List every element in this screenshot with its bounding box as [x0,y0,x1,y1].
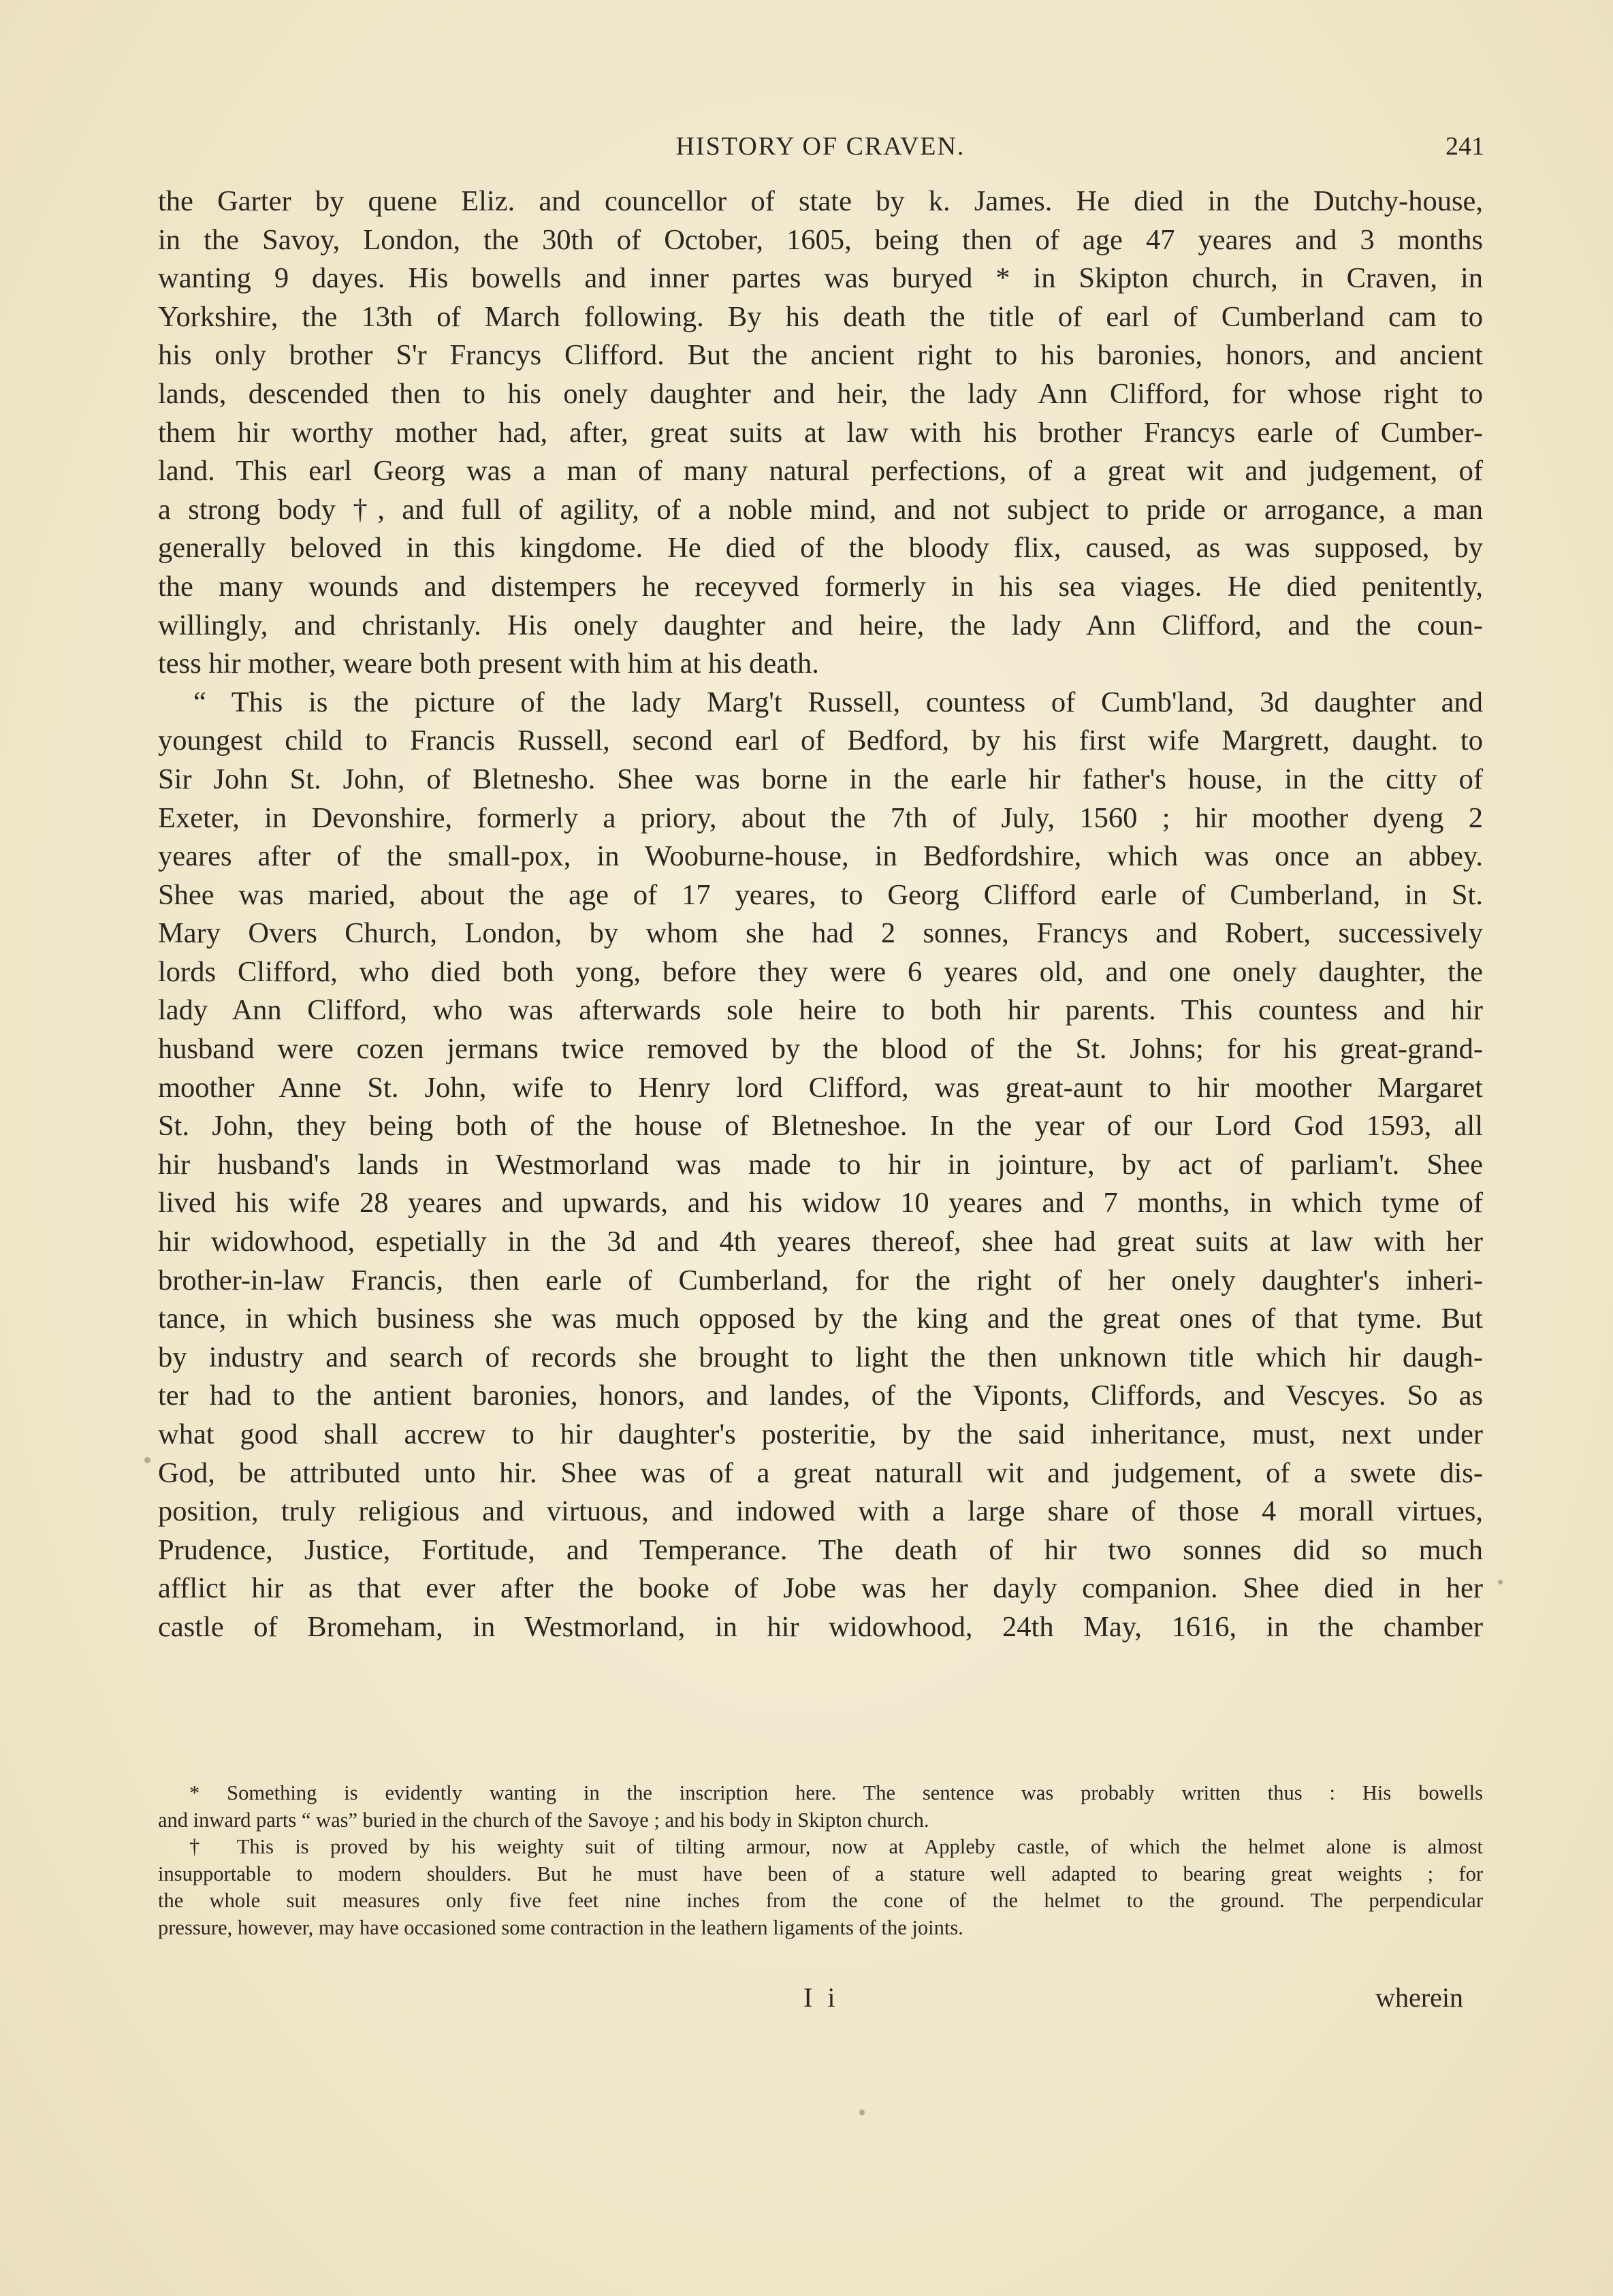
body-line: youngest child to Francis Russell, second earl of Bedford, by his first wife Margrett, daught. to [158,724,1483,757]
body-line: his only brother S'r Francys Clifford. But the ancient right to his baronies, honors, and ancient [158,339,1483,372]
footnote-line: * Something is evidently wanting in the inscription here. The sentence was probably written thus : His bowells [189,1781,1483,1804]
body-line: lords Clifford, who died both yong, before they were 6 yeares old, and one onely daughter, the [158,955,1483,988]
footnote-line: insupportable to modern shoulders. But he must have been of a stature well adapted to bearing great weights ; for [158,1862,1483,1885]
body-line: lands, descended then to his onely daughter and heir, the lady Ann Clifford, for whose right to [158,377,1483,410]
body-line: Shee was maried, about the age of 17 yeares, to Georg Clifford earle of Cumberland, in St. [158,878,1483,911]
body-line: castle of Bromeham, in Westmorland, in hir widowhood, 24th May, 1616, in the chamber [158,1610,1483,1643]
paper-speck [144,1457,150,1463]
body-line: hir widowhood, espetially in the 3d and 4th yeares thereof, shee had great suits at law with her [158,1226,1483,1258]
footnote-line: † This is proved by his weighty suit of tilting armour, now at Appleby castle, of which the helmet alone is almost [189,1835,1483,1858]
body-line: generally beloved in this kingdome. He died of the bloody flix, caused, as was supposed, by [158,532,1483,564]
footnote-line: the whole suit measures only five feet nine inches from the cone of the helmet to the ground. The perpendicular [158,1889,1483,1912]
footnote-line: and inward parts “ was” buried in the church of the Savoye ; and his body in Skipton church. [158,1808,929,1832]
body-line: Yorkshire, the 13th of March following. By his death the title of earl of Cumberland cam to [158,300,1483,333]
body-line: wanting 9 dayes. His bowells and inner partes was buryed * in Skipton church, in Craven, in [158,262,1483,295]
body-line: Prudence, Justice, Fortitude, and Temperance. The death of hir two sonnes did so much [158,1533,1483,1566]
body-line: ter had to the antient baronies, honors, and landes, of the Viponts, Cliffords, and Vescyes. So as [158,1380,1483,1412]
page-number: 241 [1446,132,1484,161]
body-line: in the Savoy, London, the 30th of October, 1605, being then of age 47 yeares and 3 months [158,223,1483,256]
body-line: position, truly religious and virtuous, and indowed with a large share of those 4 morall virtues, [158,1495,1483,1528]
running-title: HISTORY OF CRAVEN. [675,132,965,161]
body-line: what good shall accrew to hir daughter's posteritie, by the said inheritance, must, next under [158,1418,1483,1450]
body-line: tance, in which business she was much opposed by the king and the great ones of that tyme. But [158,1303,1483,1335]
body-line: by industry and search of records she brought to light the then unknown title which hir daugh- [158,1341,1483,1373]
paper-speck [1498,1580,1503,1584]
running-head [157,129,1484,163]
body-line: brother-in-law Francis, then earle of Cumberland, for the right of her onely daughter's inheri- [158,1264,1483,1296]
catchword: wherein [1375,1982,1463,2013]
body-line: a strong body †, and full of agility, of a noble mind, and not subject to pride or arrogance, a man [158,493,1483,526]
body-line: husband were cozen jermans twice removed by the blood of the St. Johns; for his great-grand- [158,1033,1483,1066]
footnotes [158,1780,1483,1941]
paper-speck [859,2109,865,2116]
body-line: the Garter by quene Eliz. and councellor of state by k. James. He died in the Dutchy-house, [158,185,1483,217]
body-line: land. This earl Georg was a man of many natural perfections, of a great wit and judgement, of [158,455,1483,488]
body-line: the many wounds and distempers he receyved formerly in his sea viages. He died penitently, [158,570,1483,603]
body-line: yeares after of the small-pox, in Wooburne-house, in Bedfordshire, which was once an abbey. [158,840,1483,873]
body-line: them hir worthy mother had, after, great suits at law with his brother Francys earle of Cumber- [158,416,1483,449]
body-line: tess hir mother, weare both present with him at his death. [158,648,819,680]
body-line: Mary Overs Church, London, by whom she had 2 sonnes, Francys and Robert, successively [158,917,1483,950]
body-line: afflict hir as that ever after the booke of Jobe was her dayly companion. Shee died in her [158,1572,1483,1605]
footnote-line: pressure, however, may have occasioned some contraction in the leathern ligaments of the joints. [158,1915,963,1939]
body-text [158,182,1483,1647]
body-line: hir husband's lands in Westmorland was made to hir in jointure, by act of parliam't. Shee [158,1148,1483,1181]
body-line: moother Anne St. John, wife to Henry lord Clifford, was great-aunt to hir moother Margaret [158,1071,1483,1104]
body-line: St. John, they being both of the house of Bletneshoe. In the year of our Lord God 1593, all [158,1110,1483,1143]
body-line: lady Ann Clifford, who was afterwards sole heire to both hir parents. This countess and hir [158,994,1483,1027]
body-line: “ This is the picture of the lady Marg't Russell, countess of Cumb'land, 3d daughter and [193,686,1483,718]
body-line: willingly, and christanly. His onely daughter and heire, the lady Ann Clifford, and the coun- [158,609,1483,641]
body-line: Sir John St. John, of Bletnesho. Shee was borne in the earle hir father's house, in the citty of [158,763,1483,795]
body-line: Exeter, in Devonshire, formerly a priory, about the 7th of July, 1560 ; hir moother dyeng 2 [158,801,1483,834]
body-line: lived his wife 28 yeares and upwards, and his widow 10 yeares and 7 months, in which tyme of [158,1187,1483,1219]
signature-mark: I i [803,1982,840,2013]
body-line: God, be attributed unto hir. Shee was of a great naturall wit and judgement, of a swete dis- [158,1456,1483,1489]
